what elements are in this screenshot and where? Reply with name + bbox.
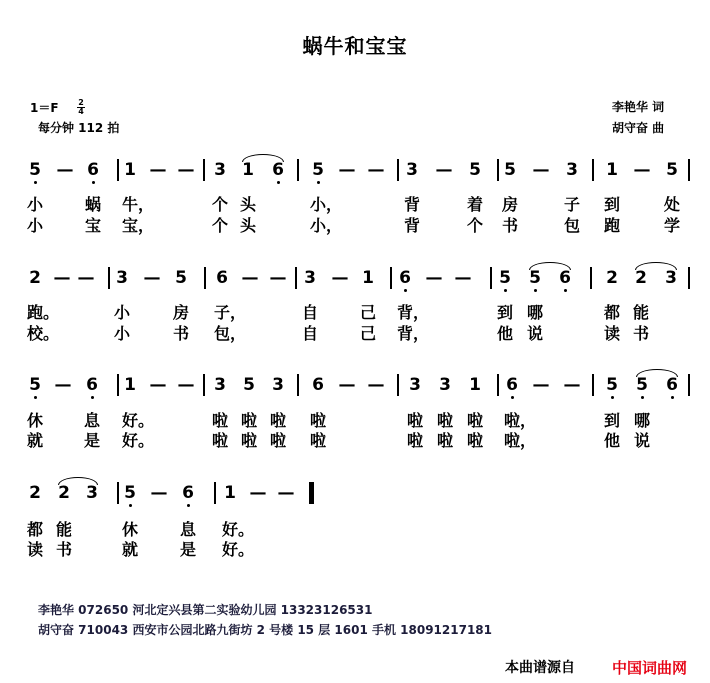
note: 5	[529, 268, 541, 288]
note: 2	[606, 268, 618, 288]
lyric-verse-2: 啦	[241, 431, 258, 450]
note: 5	[175, 268, 187, 288]
note: 3	[439, 375, 451, 395]
lyric-verse-1: 子，	[214, 303, 247, 322]
note: 1	[124, 160, 136, 180]
note: 5	[606, 375, 618, 395]
note: 6	[506, 375, 518, 395]
note: 1	[362, 268, 374, 288]
barline	[297, 374, 299, 396]
lyric-verse-1: 小，	[310, 195, 343, 214]
note-dash: —	[277, 483, 295, 503]
barline	[117, 374, 119, 396]
note: 3	[409, 375, 421, 395]
lyric-verse-1: 着	[467, 195, 484, 214]
barline	[203, 374, 205, 396]
lyric-verse-1: 到	[604, 411, 621, 430]
barline	[295, 267, 297, 289]
note-dash: —	[150, 483, 168, 503]
note-dash: —	[143, 268, 161, 288]
lyric-verse-2: 啦	[437, 431, 454, 450]
slur	[635, 262, 677, 270]
lyric-verse-1: 到	[497, 303, 514, 322]
note-dash: —	[425, 268, 443, 288]
barline	[688, 374, 690, 396]
lyric-verse-1: 休	[122, 520, 139, 539]
song-title: 蜗牛和宝宝	[302, 34, 408, 58]
note: 5	[124, 483, 136, 503]
lyric-verse-1: 好。	[222, 520, 255, 539]
lyric-verse-2: 说	[634, 431, 651, 450]
lyric-verse-1: 到	[604, 195, 621, 214]
lyric-verse-2: 读	[604, 324, 621, 343]
note: 2	[635, 268, 647, 288]
note: 6	[312, 375, 324, 395]
note-dash: —	[532, 375, 550, 395]
note-dash: —	[454, 268, 472, 288]
note: 3	[214, 375, 226, 395]
note: 6	[182, 483, 194, 503]
note: 3	[116, 268, 128, 288]
lyric-verse-2: 是	[84, 431, 101, 450]
lyric-verse-2: 好。	[222, 540, 255, 559]
lyric-verse-1: 啦	[407, 411, 424, 430]
barline	[117, 482, 119, 504]
lyric-verse-2: 啦，	[504, 431, 537, 450]
lyric-verse-1: 息	[84, 411, 101, 430]
lyric-verse-2: 包，	[214, 324, 247, 343]
lyric-verse-2: 他	[497, 324, 514, 343]
note: 5	[243, 375, 255, 395]
note-dash: —	[435, 160, 453, 180]
note: 3	[86, 483, 98, 503]
lyric-verse-2: 好。	[122, 431, 155, 450]
note-dash: —	[331, 268, 349, 288]
note-dash: —	[149, 160, 167, 180]
note-dash: —	[177, 375, 195, 395]
barline	[590, 267, 592, 289]
lyric-verse-1: 能	[56, 520, 73, 539]
lyric-verse-2: 自	[302, 324, 319, 343]
lyric-verse-1: 自	[302, 303, 319, 322]
barline	[204, 267, 206, 289]
note: 5	[312, 160, 324, 180]
lyric-verse-1: 啦	[310, 411, 327, 430]
note: 5	[636, 375, 648, 395]
lyric-verse-1: 哪	[634, 411, 651, 430]
lyric-verse-2: 跑	[604, 216, 621, 235]
final-barline	[309, 482, 314, 504]
key-signature: 1＝F	[30, 101, 59, 115]
note: 1	[469, 375, 481, 395]
lyric-verse-1: 啦	[241, 411, 258, 430]
lyric-verse-1: 好。	[122, 411, 155, 430]
note-dash: —	[54, 375, 72, 395]
note-dash: —	[177, 160, 195, 180]
note: 2	[58, 483, 70, 503]
note: 5	[469, 160, 481, 180]
lyric-verse-1: 跑。	[27, 303, 60, 322]
low-octave-dot	[317, 181, 320, 184]
lyric-verse-1: 处	[664, 195, 681, 214]
note-dash: —	[633, 160, 651, 180]
barline	[117, 159, 119, 181]
slur	[636, 369, 678, 377]
lyric-verse-2: 小	[27, 216, 44, 235]
low-octave-dot	[611, 396, 614, 399]
low-octave-dot	[34, 396, 37, 399]
lyric-verse-2: 啦	[467, 431, 484, 450]
lyric-verse-1: 啦	[212, 411, 229, 430]
lyric-verse-2: 头	[240, 216, 257, 235]
note: 3	[214, 160, 226, 180]
note: 2	[29, 483, 41, 503]
low-octave-dot	[641, 396, 644, 399]
lyric-verse-2: 啦	[212, 431, 229, 450]
lyric-verse-2: 个	[467, 216, 484, 235]
note-dash: —	[77, 268, 95, 288]
low-octave-dot	[404, 289, 407, 292]
note: 3	[406, 160, 418, 180]
lyricist-contact: 李艳华 072650 河北定兴县第二实验幼儿园 13323126531	[38, 603, 373, 617]
time-signature-bottom: 4	[78, 107, 84, 116]
note: 6	[666, 375, 678, 395]
lyric-verse-1: 啦	[467, 411, 484, 430]
low-octave-dot	[504, 289, 507, 292]
note: 3	[304, 268, 316, 288]
lyric-verse-2: 就	[27, 431, 44, 450]
note: 1	[124, 375, 136, 395]
lyric-verse-1: 小	[27, 195, 44, 214]
note: 1	[224, 483, 236, 503]
low-octave-dot	[91, 396, 94, 399]
note: 6	[87, 160, 99, 180]
note-dash: —	[338, 375, 356, 395]
composer-contact: 胡守奋 710043 西安市公园北路九街坊 2 号楼 15 层 1601 手机 18091217181	[38, 623, 492, 637]
note: 1	[606, 160, 618, 180]
barline	[497, 374, 499, 396]
note: 3	[665, 268, 677, 288]
slur	[529, 262, 571, 270]
lyric-verse-2: 读	[27, 540, 44, 559]
barline	[203, 159, 205, 181]
lyric-verse-1: 小	[114, 303, 131, 322]
barline	[214, 482, 216, 504]
note: 6	[272, 160, 284, 180]
low-octave-dot	[92, 181, 95, 184]
lyric-verse-2: 他	[604, 431, 621, 450]
lyric-verse-1: 牛，	[122, 195, 155, 214]
note: 6	[559, 268, 571, 288]
lyric-verse-1: 能	[633, 303, 650, 322]
note: 6	[399, 268, 411, 288]
lyric-verse-2: 是	[180, 540, 197, 559]
low-octave-dot	[187, 504, 190, 507]
note: 5	[666, 160, 678, 180]
lyric-verse-2: 啦	[407, 431, 424, 450]
barline	[490, 267, 492, 289]
lyric-verse-1: 个	[212, 195, 229, 214]
slur	[242, 154, 284, 162]
source-site-link[interactable]: 中国词曲网	[612, 659, 688, 677]
time-signature-top: 2	[78, 98, 84, 107]
note: 1	[242, 160, 254, 180]
note-dash: —	[532, 160, 550, 180]
barline	[108, 267, 110, 289]
lyric-verse-1: 背，	[397, 303, 430, 322]
lyric-verse-2: 书	[56, 540, 73, 559]
note-dash: —	[149, 375, 167, 395]
note: 5	[499, 268, 511, 288]
lyric-verse-2: 就	[122, 540, 139, 559]
lyric-verse-1: 房	[173, 303, 190, 322]
composer-credit: 胡守奋 曲	[612, 121, 665, 135]
note-dash: —	[563, 375, 581, 395]
lyric-verse-1: 背	[404, 195, 421, 214]
lyric-verse-1: 蜗	[85, 195, 102, 214]
low-octave-dot	[671, 396, 674, 399]
barline	[397, 159, 399, 181]
lyric-verse-1: 啦，	[504, 411, 537, 430]
tempo-marking: 每分钟 112 拍	[38, 121, 120, 135]
lyric-verse-1: 都	[27, 520, 44, 539]
lyric-verse-2: 啦	[270, 431, 287, 450]
lyric-verse-1: 啦	[437, 411, 454, 430]
note: 5	[29, 375, 41, 395]
note: 6	[216, 268, 228, 288]
note-dash: —	[367, 375, 385, 395]
note-dash: —	[53, 268, 71, 288]
lyric-verse-2: 说	[527, 324, 544, 343]
source-label: 本曲谱源自	[505, 660, 575, 676]
barline	[592, 374, 594, 396]
low-octave-dot	[277, 181, 280, 184]
barline	[390, 267, 392, 289]
lyric-verse-1: 休	[27, 411, 44, 430]
lyric-verse-2: 宝，	[122, 216, 155, 235]
lyric-verse-1: 子	[564, 195, 581, 214]
lyric-verse-1: 房	[502, 195, 519, 214]
low-octave-dot	[534, 289, 537, 292]
note-dash: —	[241, 268, 259, 288]
lyric-verse-2: 小	[114, 324, 131, 343]
lyric-verse-2: 书	[502, 216, 519, 235]
low-octave-dot	[564, 289, 567, 292]
note-dash: —	[249, 483, 267, 503]
note-dash: —	[338, 160, 356, 180]
lyric-verse-1: 头	[240, 195, 257, 214]
lyric-verse-1: 哪	[527, 303, 544, 322]
lyric-verse-2: 背，	[397, 324, 430, 343]
lyric-verse-2: 背	[404, 216, 421, 235]
low-octave-dot	[511, 396, 514, 399]
note-dash: —	[367, 160, 385, 180]
lyric-verse-1: 己	[360, 303, 377, 322]
lyric-verse-1: 啦	[270, 411, 287, 430]
lyric-verse-1: 息	[180, 520, 197, 539]
lyric-verse-2: 啦	[310, 431, 327, 450]
lyric-verse-2: 己	[360, 324, 377, 343]
note-dash: —	[56, 160, 74, 180]
barline	[592, 159, 594, 181]
lyric-verse-2: 学	[664, 216, 681, 235]
note: 2	[29, 268, 41, 288]
barline	[497, 159, 499, 181]
note: 5	[504, 160, 516, 180]
lyric-verse-2: 小，	[310, 216, 343, 235]
note: 5	[29, 160, 41, 180]
slur	[58, 477, 98, 485]
lyric-verse-2: 宝	[85, 216, 102, 235]
note: 3	[566, 160, 578, 180]
lyric-verse-2: 书	[173, 324, 190, 343]
note-dash: —	[269, 268, 287, 288]
lyric-verse-2: 校。	[27, 324, 60, 343]
lyric-verse-2: 书	[633, 324, 650, 343]
barline	[688, 267, 690, 289]
lyric-verse-2: 包	[564, 216, 581, 235]
low-octave-dot	[34, 181, 37, 184]
lyric-verse-1: 都	[604, 303, 621, 322]
barline	[688, 159, 690, 181]
barline	[297, 159, 299, 181]
barline	[397, 374, 399, 396]
lyricist-credit: 李艳华 词	[612, 100, 665, 114]
note: 6	[86, 375, 98, 395]
low-octave-dot	[129, 504, 132, 507]
lyric-verse-2: 个	[212, 216, 229, 235]
note: 3	[272, 375, 284, 395]
